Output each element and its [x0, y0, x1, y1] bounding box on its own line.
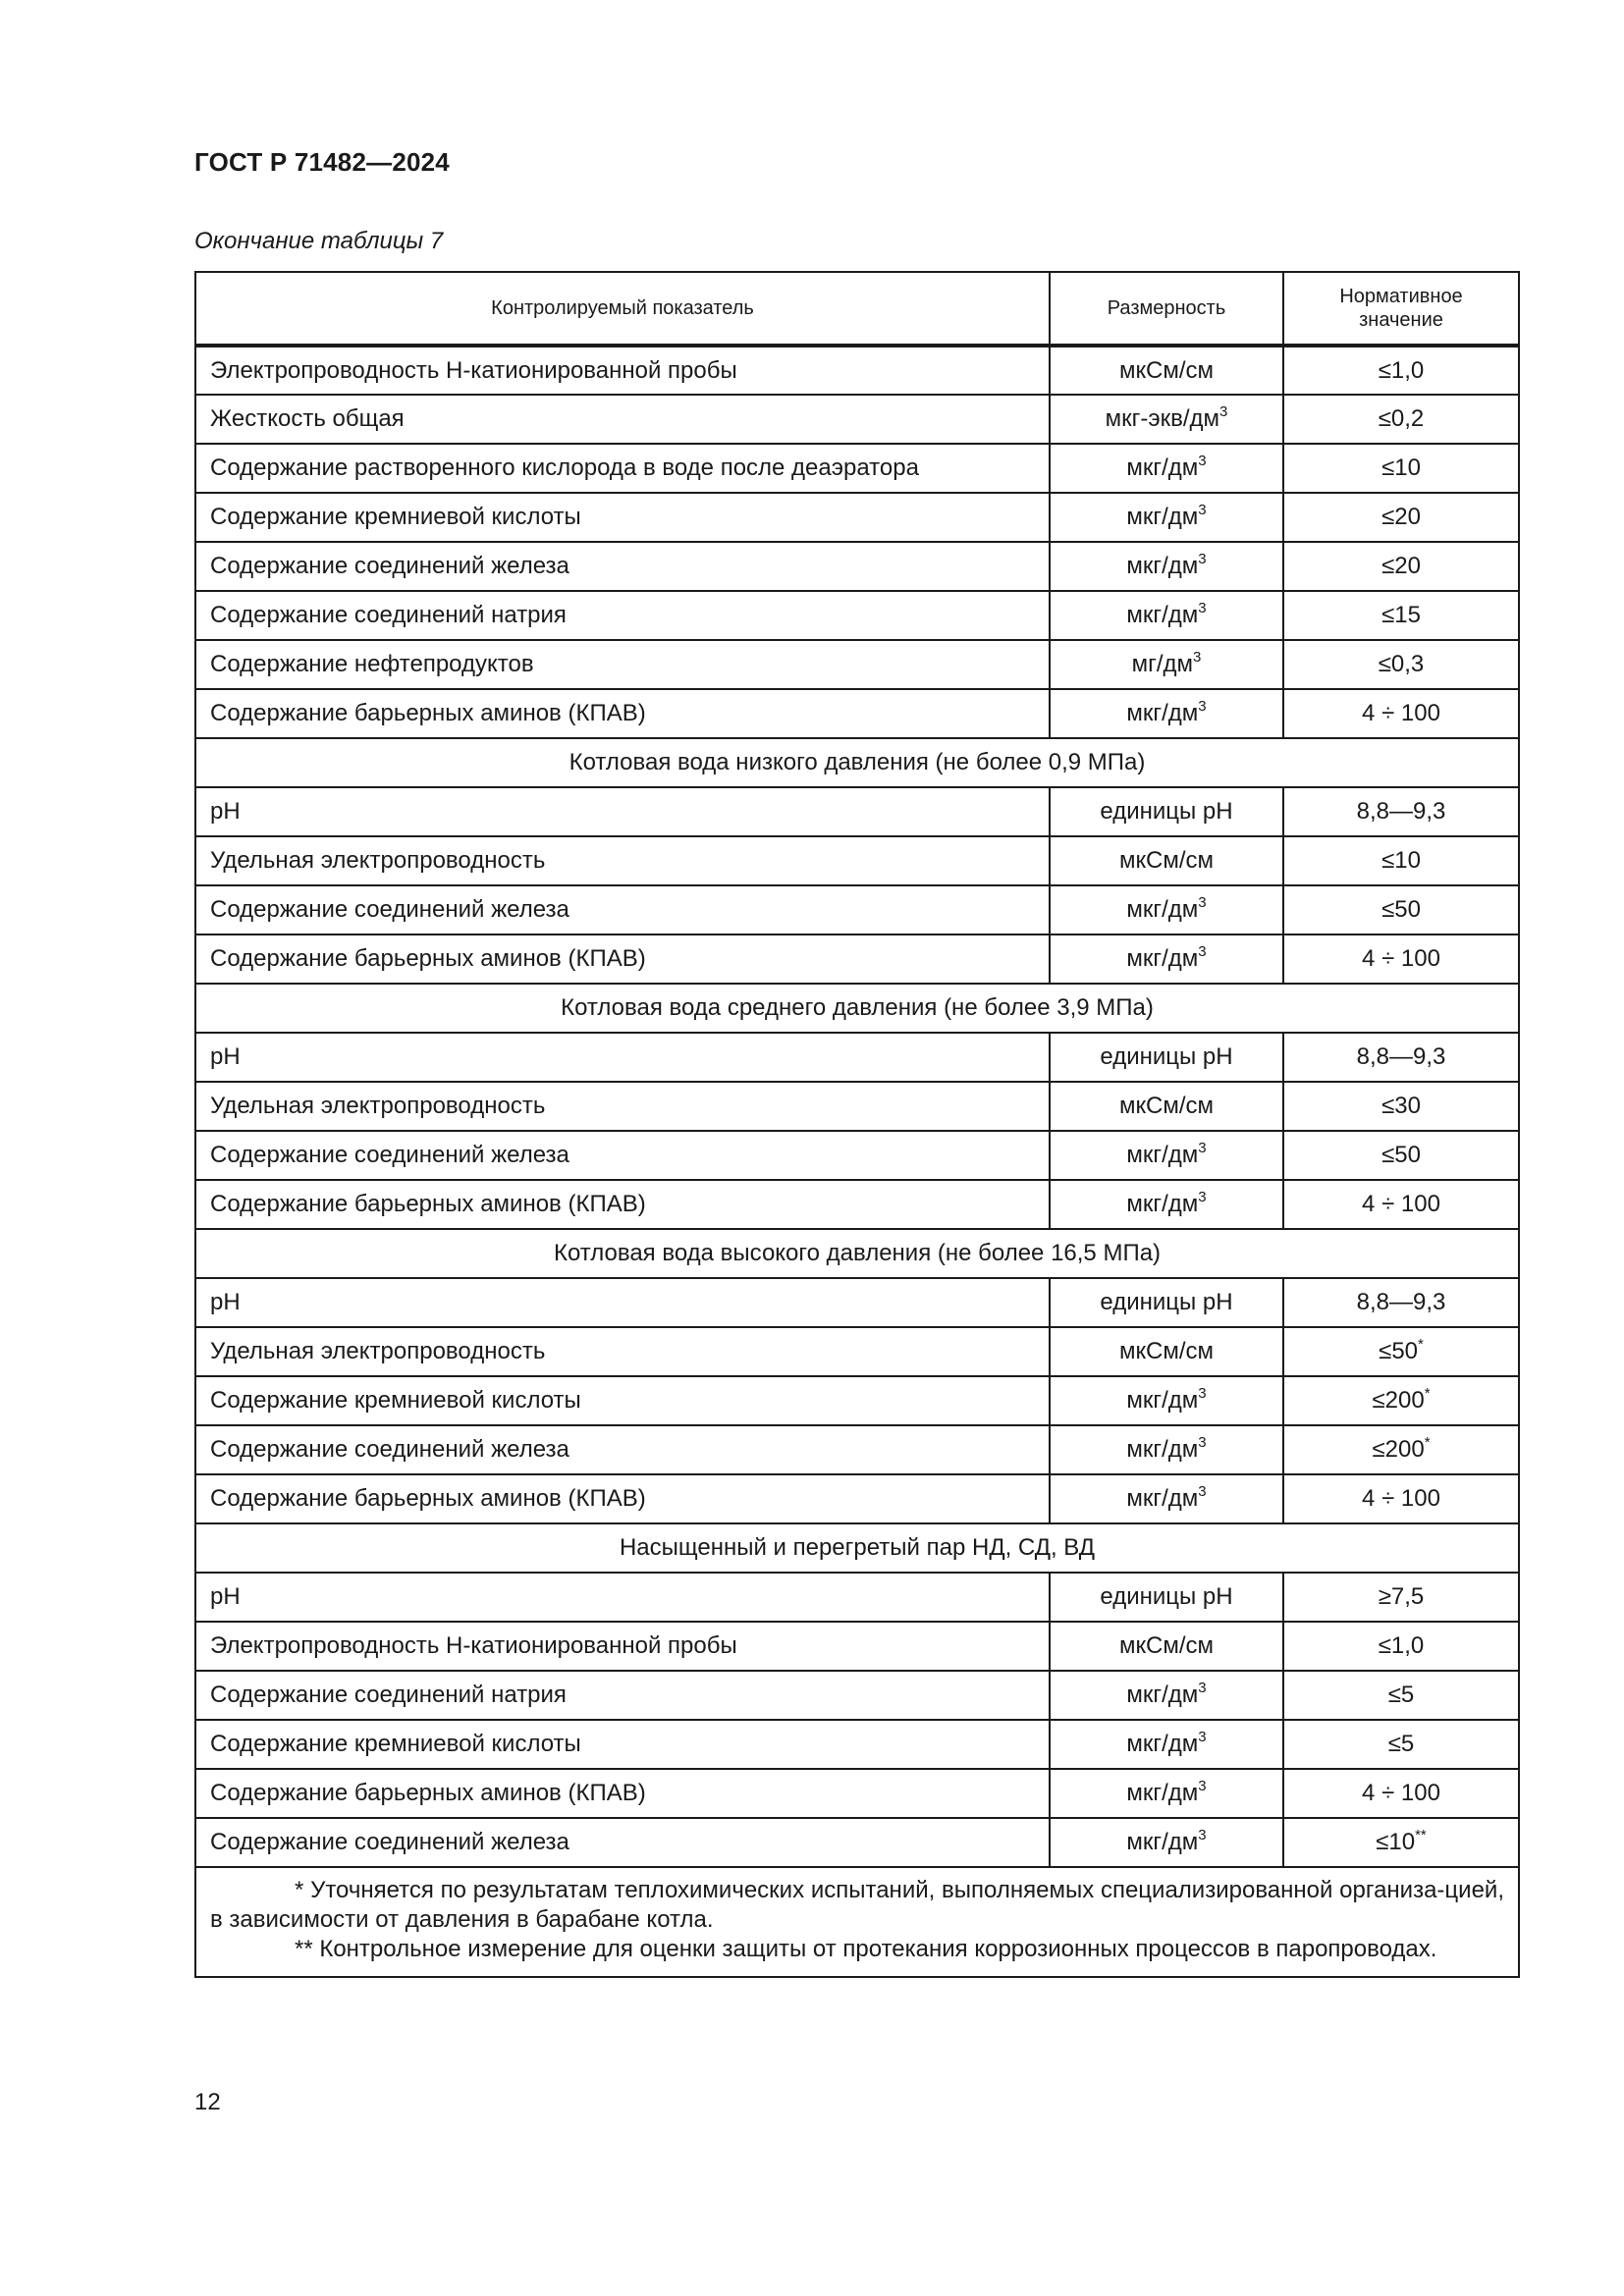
indicator-name: Содержание кремниевой кислоты — [195, 493, 1050, 542]
table-caption: Окончание таблицы 7 — [194, 228, 444, 254]
indicator-name: Жесткость общая — [195, 395, 1050, 444]
unit-text: единицы pH — [1100, 798, 1233, 825]
unit-cell — [1050, 934, 1283, 984]
unit-cell — [1050, 640, 1283, 689]
unit-cell — [1050, 346, 1283, 395]
indicator-name: Содержание барьерных аминов (КПАВ) — [195, 1180, 1050, 1229]
unit-superscript: 3 — [1198, 894, 1207, 911]
norm-value: 4 ÷ 100 — [1362, 1191, 1440, 1217]
unit-cell — [1050, 1082, 1283, 1131]
unit-superscript: 3 — [1198, 453, 1207, 469]
norm-value-cell — [1283, 1180, 1519, 1229]
indicator-name: Содержание барьерных аминов (КПАВ) — [195, 689, 1050, 738]
unit-cell — [1050, 1622, 1283, 1671]
section-title: Котловая вода низкого давления (не более 0,9 МПа) — [195, 738, 1519, 787]
section-row — [195, 1229, 1519, 1278]
table-row — [195, 1818, 1519, 1867]
norm-value-cell — [1283, 1622, 1519, 1671]
norm-value-cell — [1283, 395, 1519, 444]
norm-value-cell — [1283, 1376, 1519, 1425]
table-row — [195, 689, 1519, 738]
table-row — [195, 1425, 1519, 1474]
norm-value: 4 ÷ 100 — [1362, 700, 1440, 726]
norm-value: 4 ÷ 100 — [1362, 1780, 1440, 1806]
norms-table — [194, 271, 1520, 1978]
norm-value-cell — [1283, 689, 1519, 738]
norm-value-cell — [1283, 1573, 1519, 1622]
header-indicator: Контролируемый показатель — [195, 272, 1050, 346]
unit-cell — [1050, 1278, 1283, 1327]
unit-text: мкг/дм — [1126, 700, 1199, 726]
unit-cell — [1050, 1180, 1283, 1229]
norm-value-cell — [1283, 1425, 1519, 1474]
unit-text: мг/дм — [1131, 651, 1194, 677]
header-norm-value: Нормативное значение — [1283, 272, 1519, 346]
unit-superscript: 3 — [1198, 1729, 1207, 1745]
table-row — [195, 1131, 1519, 1180]
norm-value: ≤50 — [1381, 896, 1421, 923]
unit-cell — [1050, 1327, 1283, 1376]
unit-cell — [1050, 542, 1283, 591]
unit-cell — [1050, 591, 1283, 640]
indicator-name: Содержание кремниевой кислоты — [195, 1720, 1050, 1769]
unit-text: мкг/дм — [1126, 1780, 1199, 1806]
norm-value: ≤50 — [1381, 1142, 1421, 1168]
indicator-name: Электропроводность Н-катионированной пробы — [195, 1622, 1050, 1671]
unit-cell — [1050, 836, 1283, 885]
unit-cell — [1050, 1033, 1283, 1082]
indicator-name: Содержание соединений железа — [195, 542, 1050, 591]
table-row — [195, 1082, 1519, 1131]
norm-value-cell — [1283, 591, 1519, 640]
unit-superscript: 3 — [1198, 1680, 1207, 1696]
unit-text: мкСм/см — [1119, 1338, 1214, 1364]
table-row — [195, 1327, 1519, 1376]
unit-superscript: 3 — [1198, 1189, 1207, 1205]
table-row — [195, 591, 1519, 640]
unit-superscript: 3 — [1198, 698, 1207, 715]
norm-value: ≤50 — [1379, 1338, 1419, 1364]
norm-value: 4 ÷ 100 — [1362, 945, 1440, 972]
footnote-marker: * — [1424, 1385, 1431, 1402]
indicator-name: Содержание кремниевой кислоты — [195, 1376, 1050, 1425]
norm-value-cell — [1283, 493, 1519, 542]
unit-text: мкг/дм — [1126, 945, 1199, 972]
unit-cell — [1050, 1131, 1283, 1180]
footnote-2: ** Контрольное измерение для оценки защиты от протекания коррозионных процессов в паропроводах. — [295, 1936, 1437, 1962]
table-row — [195, 542, 1519, 591]
indicator-name: pH — [195, 1033, 1050, 1082]
unit-cell — [1050, 689, 1283, 738]
unit-text: мкг/дм — [1126, 602, 1199, 628]
unit-superscript: 3 — [1198, 943, 1207, 960]
norm-value: 8,8—9,3 — [1356, 1043, 1446, 1070]
norm-value: 8,8—9,3 — [1356, 798, 1446, 825]
unit-superscript: 3 — [1198, 1778, 1207, 1794]
unit-text: мкг/дм — [1126, 1682, 1199, 1708]
unit-text: мкСм/см — [1119, 1093, 1214, 1119]
indicator-name: Удельная электропроводность — [195, 1327, 1050, 1376]
section-row — [195, 1523, 1519, 1573]
norm-value: ≤15 — [1381, 602, 1421, 628]
unit-text: мкг/дм — [1126, 1829, 1199, 1855]
footnote-marker: ** — [1415, 1827, 1427, 1843]
section-row — [195, 984, 1519, 1033]
unit-cell — [1050, 787, 1283, 836]
norm-value-cell — [1283, 1474, 1519, 1523]
unit-superscript: 3 — [1219, 403, 1228, 420]
unit-superscript: 3 — [1198, 1140, 1207, 1156]
unit-text: мкСм/см — [1119, 356, 1214, 384]
unit-superscript: 3 — [1198, 1827, 1207, 1843]
indicator-name: pH — [195, 1573, 1050, 1622]
norm-value: ≤200 — [1372, 1387, 1425, 1414]
indicator-name: Содержание соединений железа — [195, 1131, 1050, 1180]
unit-cell — [1050, 1474, 1283, 1523]
document-id: ГОСТ Р 71482—2024 — [194, 147, 450, 177]
norm-value: ≤30 — [1381, 1093, 1421, 1119]
unit-text: мкг/дм — [1126, 1387, 1199, 1414]
norm-value: ≤20 — [1381, 553, 1421, 579]
unit-text: мкг/дм — [1126, 1485, 1199, 1512]
table-row — [195, 640, 1519, 689]
norm-value-cell — [1283, 885, 1519, 934]
header-unit: Размерность — [1050, 272, 1283, 346]
unit-cell — [1050, 444, 1283, 493]
table-row — [195, 1573, 1519, 1622]
norm-value: ≤0,2 — [1378, 405, 1425, 432]
indicator-name: Содержание соединений железа — [195, 1818, 1050, 1867]
table-row — [195, 1622, 1519, 1671]
unit-text: мкСм/см — [1119, 1632, 1214, 1659]
unit-text: мкг/дм — [1126, 553, 1199, 579]
unit-cell — [1050, 1671, 1283, 1720]
norm-value-cell — [1283, 1720, 1519, 1769]
norm-value-cell — [1283, 1278, 1519, 1327]
table-row — [195, 1769, 1519, 1818]
indicator-name: Содержание соединений железа — [195, 1425, 1050, 1474]
unit-superscript: 3 — [1193, 649, 1202, 666]
unit-text: мкСм/см — [1119, 847, 1214, 874]
norm-value-cell — [1283, 836, 1519, 885]
table-row — [195, 444, 1519, 493]
table-row — [195, 836, 1519, 885]
norm-value: ≤10 — [1381, 847, 1421, 874]
table-row — [195, 1278, 1519, 1327]
section-row — [195, 738, 1519, 787]
unit-cell — [1050, 395, 1283, 444]
indicator-name: Содержание барьерных аминов (КПАВ) — [195, 1769, 1050, 1818]
footnote-marker: * — [1418, 1336, 1424, 1353]
unit-superscript: 3 — [1198, 551, 1207, 567]
section-title: Насыщенный и перегретый пар НД, СД, ВД — [195, 1523, 1519, 1573]
norm-value-cell — [1283, 1033, 1519, 1082]
indicator-name: pH — [195, 1278, 1050, 1327]
norm-value-cell — [1283, 640, 1519, 689]
table-row — [195, 1671, 1519, 1720]
table-row — [195, 1474, 1519, 1523]
indicator-name: Содержание барьерных аминов (КПАВ) — [195, 934, 1050, 984]
norm-value-cell — [1283, 1769, 1519, 1818]
norm-value: ≤200 — [1372, 1436, 1425, 1463]
footnote-1: * Уточняется по результатам теплохимических испытаний, выполняемых специализированной организа-цией, в зависимости от давления в барабане котла. — [210, 1877, 1504, 1933]
unit-cell — [1050, 1720, 1283, 1769]
norm-value: ≤20 — [1381, 504, 1421, 530]
norm-value-cell — [1283, 444, 1519, 493]
norm-value: ≤10 — [1381, 454, 1421, 481]
norm-value: 4 ÷ 100 — [1362, 1485, 1440, 1512]
unit-superscript: 3 — [1198, 502, 1207, 518]
unit-cell — [1050, 1425, 1283, 1474]
table-body — [195, 346, 1519, 1867]
table-row — [195, 885, 1519, 934]
norm-value-cell — [1283, 934, 1519, 984]
unit-cell — [1050, 885, 1283, 934]
norm-value-cell — [1283, 787, 1519, 836]
indicator-name: Содержание нефтепродуктов — [195, 640, 1050, 689]
norm-value-cell — [1283, 346, 1519, 395]
norm-value: ≤10 — [1376, 1829, 1416, 1855]
unit-text: мкг/дм — [1126, 1191, 1199, 1217]
norm-value: ≤1,0 — [1378, 356, 1425, 384]
footnote-marker: * — [1424, 1434, 1431, 1451]
section-title: Котловая вода среднего давления (не более 3,9 МПа) — [195, 984, 1519, 1033]
page-number: 12 — [194, 2089, 221, 2115]
table-row — [195, 1720, 1519, 1769]
norm-value-cell — [1283, 1131, 1519, 1180]
indicator-name: Содержание растворенного кислорода в воде после деаэратора — [195, 444, 1050, 493]
unit-text: мкг/дм — [1126, 896, 1199, 923]
norm-value: ≤5 — [1387, 1731, 1415, 1757]
unit-text: единицы pH — [1100, 1583, 1233, 1610]
indicator-name: Содержание соединений натрия — [195, 1671, 1050, 1720]
unit-cell — [1050, 1573, 1283, 1622]
unit-superscript: 3 — [1198, 1434, 1207, 1451]
norm-value: ≤0,3 — [1378, 651, 1425, 677]
section-title: Котловая вода высокого давления (не более 16,5 МПа) — [195, 1229, 1519, 1278]
indicator-name: Содержание барьерных аминов (КПАВ) — [195, 1474, 1050, 1523]
unit-cell — [1050, 1769, 1283, 1818]
unit-text: мкг-экв/дм — [1105, 405, 1220, 432]
table-footnotes — [195, 1867, 1519, 1977]
unit-text: единицы pH — [1100, 1043, 1233, 1070]
unit-superscript: 3 — [1198, 1385, 1207, 1402]
unit-superscript: 3 — [1198, 1483, 1207, 1500]
norm-value: ≥7,5 — [1378, 1583, 1425, 1610]
norm-value: ≤1,0 — [1378, 1632, 1425, 1659]
table-row — [195, 1180, 1519, 1229]
norm-value-cell — [1283, 542, 1519, 591]
table-row — [195, 934, 1519, 984]
indicator-name: pH — [195, 787, 1050, 836]
table-row — [195, 493, 1519, 542]
table-row — [195, 1033, 1519, 1082]
indicator-name: Электропроводность Н-катионированной пробы — [195, 346, 1050, 395]
unit-cell — [1050, 1376, 1283, 1425]
table-row — [195, 395, 1519, 444]
unit-superscript: 3 — [1198, 600, 1207, 616]
indicator-name: Содержание соединений железа — [195, 885, 1050, 934]
indicator-name: Удельная электропроводность — [195, 836, 1050, 885]
norm-value-cell — [1283, 1671, 1519, 1720]
norm-value: ≤5 — [1387, 1682, 1415, 1708]
unit-cell — [1050, 1818, 1283, 1867]
unit-text: мкг/дм — [1126, 1142, 1199, 1168]
unit-text: мкг/дм — [1126, 1731, 1199, 1757]
table-row — [195, 787, 1519, 836]
norm-value-cell — [1283, 1818, 1519, 1867]
norm-value-cell — [1283, 1327, 1519, 1376]
unit-text: мкг/дм — [1126, 454, 1199, 481]
table-row — [195, 1376, 1519, 1425]
unit-text: единицы pH — [1100, 1289, 1233, 1315]
norm-value-cell — [1283, 1082, 1519, 1131]
unit-cell — [1050, 493, 1283, 542]
norm-value: 8,8—9,3 — [1356, 1289, 1446, 1315]
indicator-name: Удельная электропроводность — [195, 1082, 1050, 1131]
indicator-name: Содержание соединений натрия — [195, 591, 1050, 640]
unit-text: мкг/дм — [1126, 1436, 1199, 1463]
table-header-row — [195, 272, 1519, 346]
table-row — [195, 346, 1519, 395]
unit-text: мкг/дм — [1126, 504, 1199, 530]
